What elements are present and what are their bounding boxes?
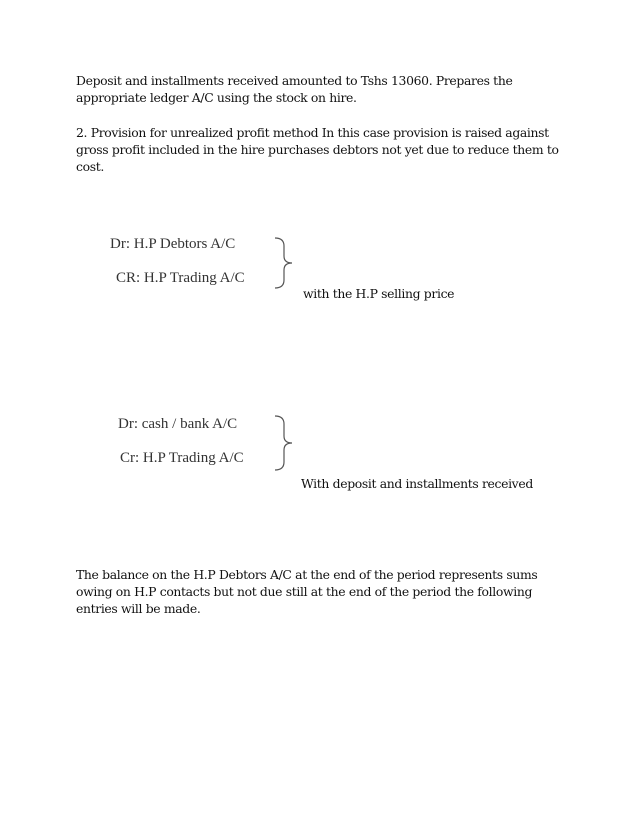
brace-icon xyxy=(272,414,296,472)
paragraph-deposit: Deposit and installments received amounted to Tshs 13060. Prepares the appropriate ledger A/C using the stock on hire. xyxy=(76,73,513,105)
entry2-debit: Dr: cash / bank A/C xyxy=(118,416,238,432)
entry2-note: With deposit and installments received xyxy=(301,476,533,491)
entry1-debit: Dr: H.P Debtors A/C xyxy=(110,236,236,252)
paragraph-balance: The balance on the H.P Debtors A/C at the end of the period represents sums owing on H.P contacts but not due still at the end of the period the following entries will be made. xyxy=(76,567,538,616)
entry1-note: with the H.P selling price xyxy=(303,286,455,301)
brace-icon xyxy=(272,236,296,290)
paragraph-provision-method: 2. Provision for unrealized profit method In this case provision is raised against gross profit included in the hire purchases debtors not yet due to reduce them to cost. xyxy=(76,125,559,174)
entry2-credit: Cr: H.P Trading A/C xyxy=(120,450,244,466)
entry1-credit: CR: H.P Trading A/C xyxy=(116,270,245,286)
